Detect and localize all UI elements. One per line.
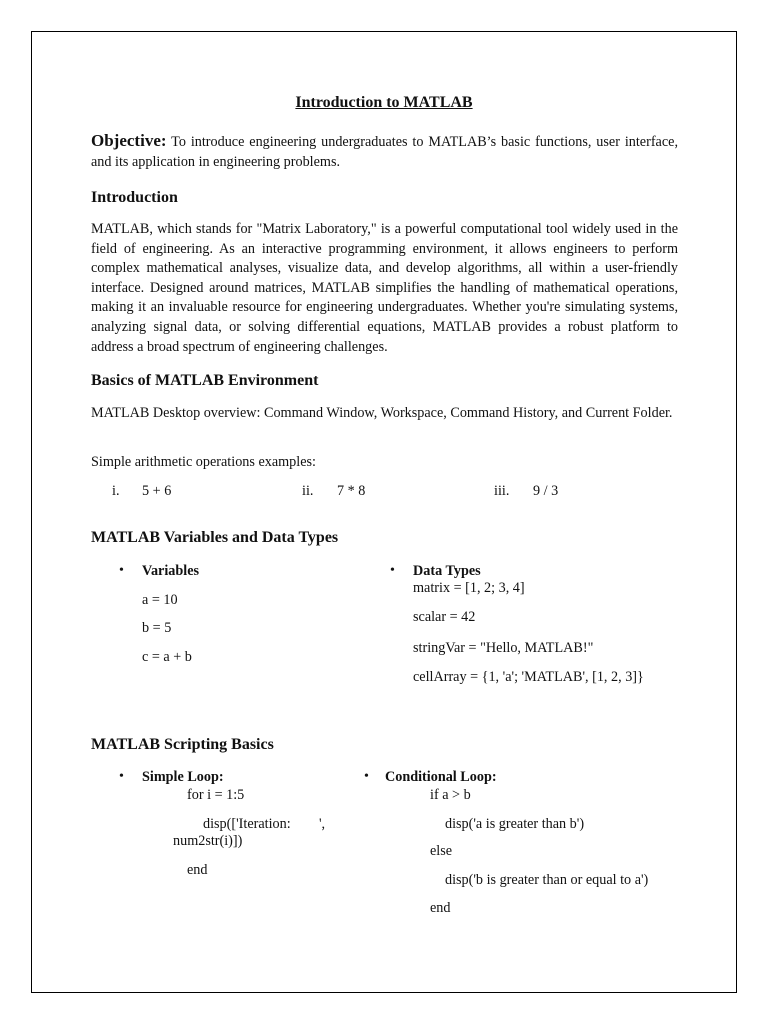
loop-line-2: disp(['Iteration: [203, 816, 291, 832]
introduction-paragraph: MATLAB, which stands for "Matrix Laboratory," is a powerful computational tool widely used in the field of engineering. As an interactive programming environment, it allows engineers to perform complex mathematical analyses, visualize data, and develop algorithms, all within a user-friendly interface. Designed around matrices, MATLAB simplifies the handling of mathematical operations, making it an invaluable resource for engineering undergraduates. Whether you're simulating systems, analyzing signal data, or solving differential equations, MATLAB provides a robust platform to address a broad spectrum of engineering challenges. [91, 221, 678, 355]
example-marker-2: ii. [302, 483, 314, 499]
example-marker-1: i. [112, 483, 120, 499]
loop-line-4: end [187, 862, 208, 878]
scripting-heading: MATLAB Scripting Basics [91, 736, 274, 753]
objective-label: Objective: [91, 131, 167, 150]
variables-line-1: a = 10 [142, 592, 178, 608]
example-expr-1: 5 + 6 [142, 483, 172, 499]
conditional-line-4: disp('b is greater than or equal to a') [445, 872, 649, 888]
loop-line-3: num2str(i)]) [173, 833, 243, 849]
variables-line-3: c = a + b [142, 649, 192, 665]
bullet-variables: • [119, 563, 124, 578]
loop-line-1: for i = 1:5 [187, 787, 245, 803]
basics-heading: Basics of MATLAB Environment [91, 372, 319, 389]
datatypes-line-2: scalar = 42 [413, 609, 476, 625]
basics-overview: MATLAB Desktop overview: Command Window, Workspace, Command History, and Current Folder. [91, 405, 673, 421]
example-expr-3: 9 / 3 [533, 483, 559, 499]
objective-text: To introduce engineering undergraduates to MATLAB’s basic functions, user interface, and its application in engineering problems. [91, 134, 678, 170]
bullet-loop: • [119, 769, 124, 784]
variables-heading: MATLAB Variables and Data Types [91, 529, 339, 546]
conditional-line-1: if a > b [430, 787, 471, 803]
example-expr-2: 7 * 8 [337, 483, 366, 499]
conditional-line-3: else [430, 843, 453, 859]
datatypes-label: Data Types [413, 563, 481, 579]
conditional-line-5: end [430, 900, 451, 916]
page-border [31, 31, 737, 993]
loop-line-2b: ', [319, 816, 326, 832]
loop-label: Simple Loop: [142, 769, 224, 785]
introduction-heading: Introduction [91, 189, 178, 206]
bullet-datatypes: • [390, 563, 395, 578]
variables-line-2: b = 5 [142, 620, 172, 636]
datatypes-line-4: cellArray = {1, 'a'; 'MATLAB', [1, 2, 3]} [413, 669, 644, 685]
bullet-conditional: • [364, 769, 369, 784]
objective-paragraph [91, 131, 678, 172]
variables-label: Variables [142, 563, 200, 579]
datatypes-line-3: stringVar = "Hello, MATLAB!" [413, 640, 594, 656]
conditional-label: Conditional Loop: [385, 769, 497, 785]
datatypes-line-1: matrix = [1, 2; 3, 4] [413, 580, 525, 596]
example-marker-3: iii. [494, 483, 510, 499]
examples-intro: Simple arithmetic operations examples: [91, 454, 316, 470]
conditional-line-2: disp('a is greater than b') [445, 816, 585, 832]
page-title: Introduction to MATLAB [295, 94, 473, 111]
